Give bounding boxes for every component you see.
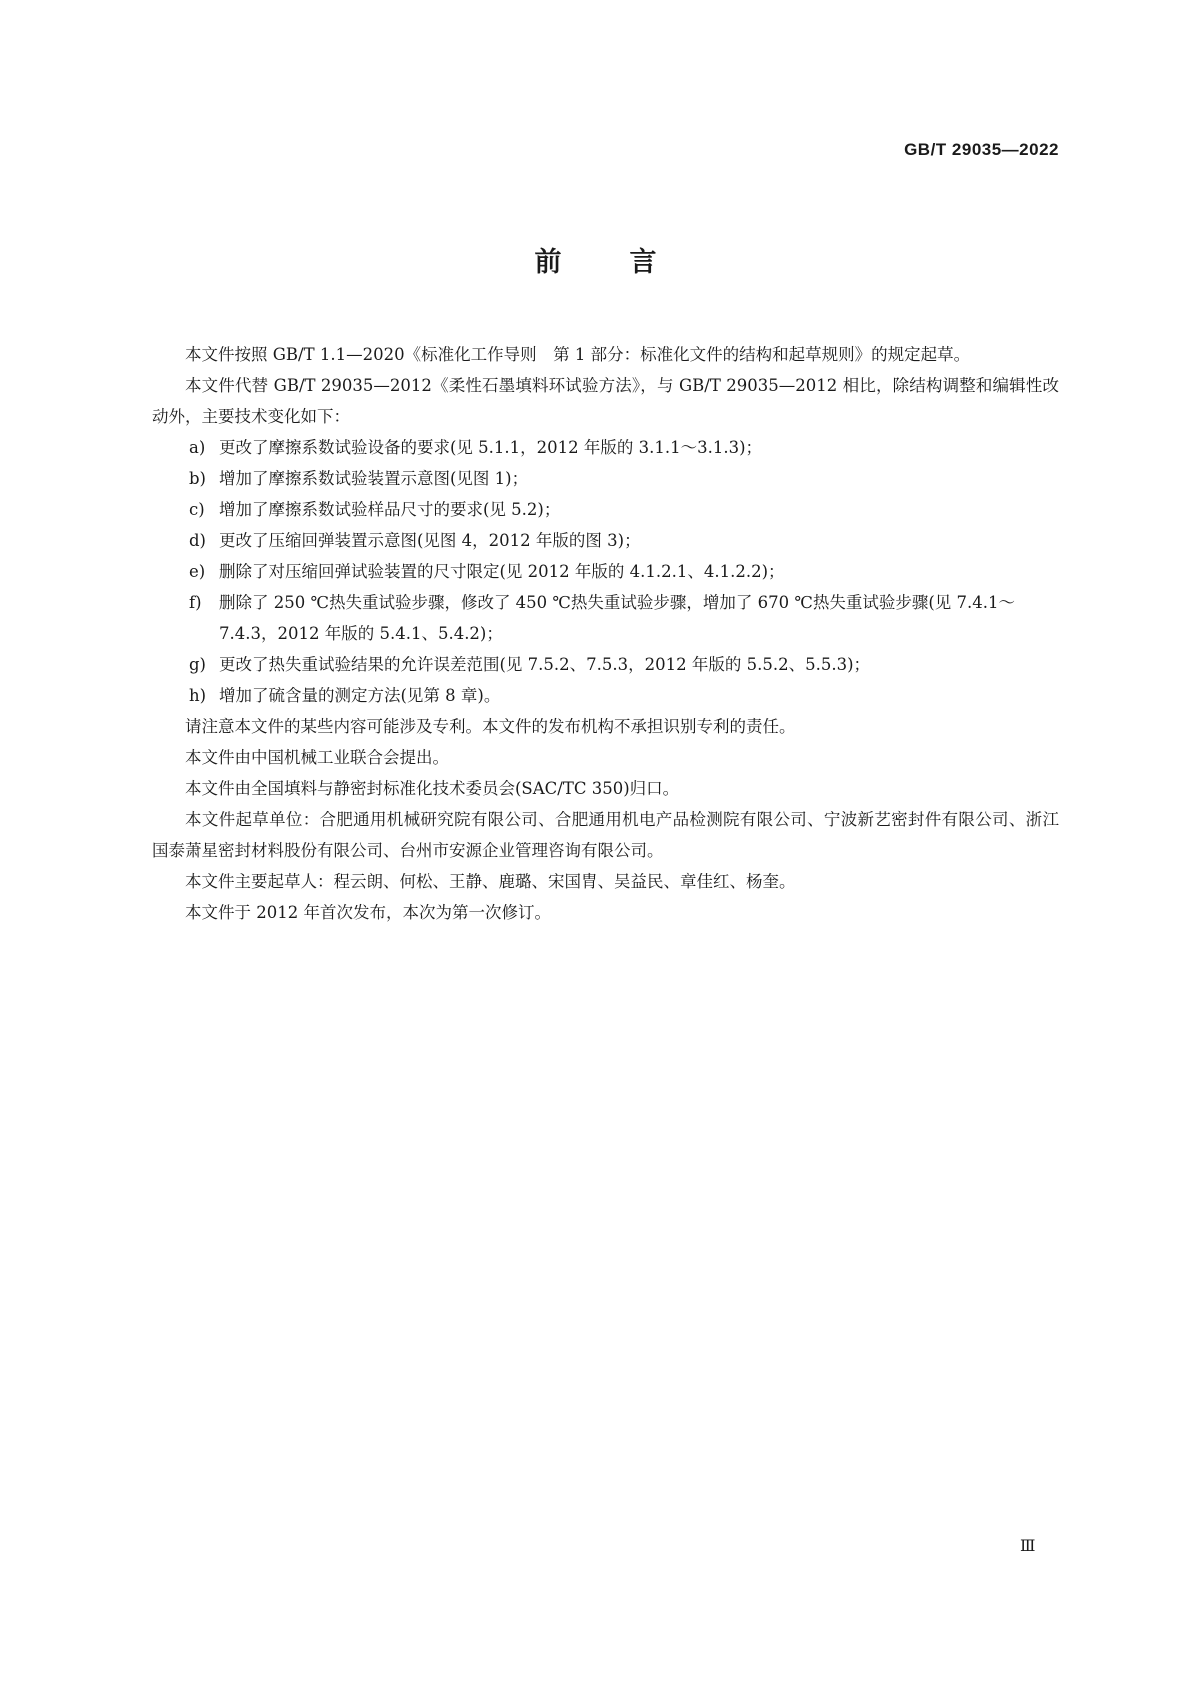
list-marker: f) [189, 593, 202, 612]
list-item [152, 587, 1059, 649]
list-marker: b) [189, 469, 206, 488]
list-text: 删除了 250 ℃热失重试验步骤，修改了 450 ℃热失重试验步骤，增加了 670 ℃热失重试验步骤(见 7.4.1～7.4.3，2012 年版的 5.4.1、5.4.2)； [219, 593, 1015, 643]
list-marker: e) [189, 562, 206, 581]
list-item [152, 463, 1059, 494]
list-marker: a) [189, 438, 206, 457]
list-text: 增加了摩擦系数试验装置示意图(见图 1)； [219, 469, 529, 488]
paragraph-history: 本文件于 2012 年首次发布，本次为第一次修订。 [185, 903, 551, 922]
list-text: 删除了对压缩回弹试验装置的尺寸限定(见 2012 年版的 4.1.2.1、4.1.2.2)； [219, 562, 785, 581]
list-marker: g) [189, 655, 206, 674]
list-item [152, 556, 1059, 587]
page-number: Ⅲ [1020, 1536, 1036, 1555]
title-char-2: 言 [629, 247, 657, 278]
paragraph-patent-notice: 请注意本文件的某些内容可能涉及专利。本文件的发布机构不承担识别专利的责任。 [185, 717, 796, 736]
list-text: 更改了压缩回弹装置示意图(见图 4，2012 年版的图 3)； [219, 531, 641, 550]
changes-list [152, 432, 1059, 711]
foreword-body [152, 339, 1059, 928]
list-marker: d) [189, 531, 206, 550]
list-item [152, 432, 1059, 463]
list-item [152, 494, 1059, 525]
list-item [152, 649, 1059, 680]
list-text: 更改了热失重试验结果的允许误差范围(见 7.5.2、7.5.3，2012 年版的 5.5.2、5.5.3)； [219, 655, 871, 674]
paragraph-drafters: 本文件主要起草人：程云朗、何松、王静、鹿璐、宋国胄、吴益民、章佳红、杨奎。 [185, 872, 796, 891]
page-title [0, 240, 1191, 279]
list-item [152, 680, 1059, 711]
paragraph-drafting-rules: 本文件按照 GB/T 1.1—2020《标准化工作导则 第 1 部分：标准化文件的结构和起草规则》的规定起草。 [185, 345, 971, 364]
paragraph-centralized-by: 本文件由全国填料与静密封标准化技术委员会(SAC/TC 350)归口。 [185, 779, 680, 798]
list-marker: c) [189, 500, 205, 519]
list-text: 增加了硫含量的测定方法(见第 8 章)。 [219, 686, 501, 705]
list-item [152, 525, 1059, 556]
list-text: 更改了摩擦系数试验设备的要求(见 5.1.1，2012 年版的 3.1.1～3.1.3)； [219, 438, 763, 457]
list-text: 增加了摩擦系数试验样品尺寸的要求(见 5.2)； [219, 500, 561, 519]
title-char-1: 前 [534, 247, 562, 278]
paragraph-drafting-units: 本文件起草单位：合肥通用机械研究院有限公司、合肥通用机电产品检测院有限公司、宁波新艺密封件有限公司、浙江国泰萧星密封材料股份有限公司、台州市安源企业管理咨询有限公司。 [152, 810, 1059, 860]
paragraph-proposed-by: 本文件由中国机械工业联合会提出。 [185, 748, 449, 767]
standard-code: GB/T 29035—2022 [904, 140, 1059, 159]
list-marker: h) [189, 686, 207, 705]
paragraph-replacement: 本文件代替 GB/T 29035—2012《柔性石墨填料环试验方法》，与 GB/T 29035—2012 相比，除结构调整和编辑性改动外，主要技术变化如下： [152, 376, 1059, 426]
